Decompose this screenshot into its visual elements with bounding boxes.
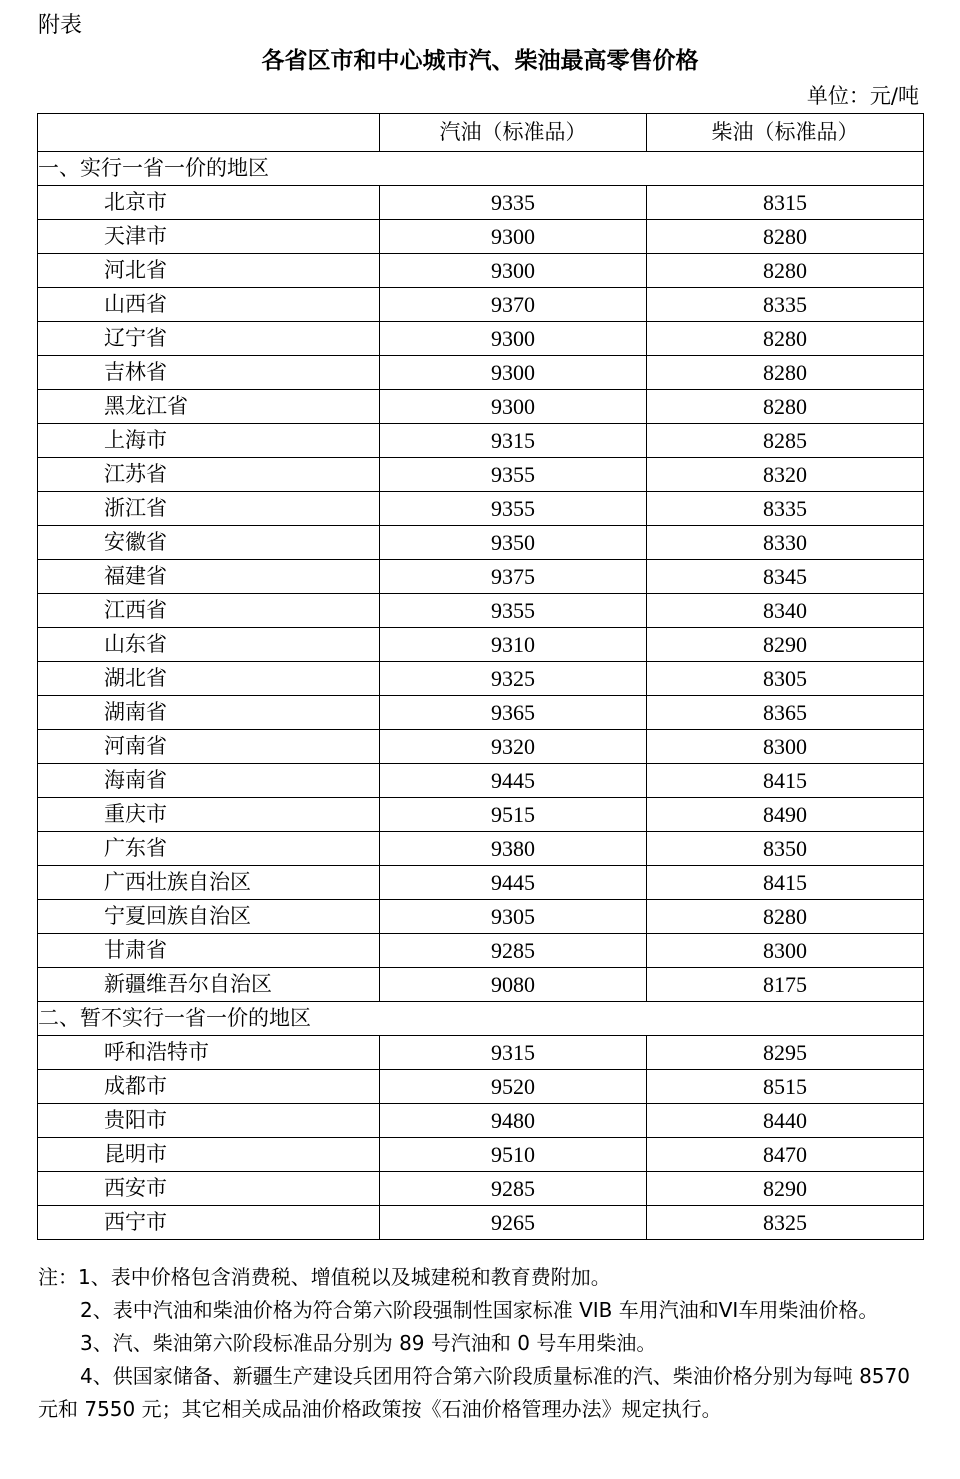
note-1: 注：1、表中价格包含消费税、增值税以及城建税和教育费附加。 bbox=[38, 1265, 611, 1289]
gasoline-price-cell: 9285 bbox=[380, 934, 647, 968]
region-cell: 湖北省 bbox=[38, 662, 380, 696]
region-cell: 新疆维吾尔自治区 bbox=[38, 968, 380, 1002]
table-row bbox=[38, 594, 924, 628]
gasoline-price-cell: 9355 bbox=[380, 458, 647, 492]
diesel-price-cell: 8490 bbox=[647, 798, 924, 832]
table-row bbox=[38, 186, 924, 220]
table-row bbox=[38, 968, 924, 1002]
diesel-price-cell: 8415 bbox=[647, 866, 924, 900]
diesel-price-cell: 8280 bbox=[647, 900, 924, 934]
region-cell: 西安市 bbox=[38, 1172, 380, 1206]
table-row bbox=[38, 662, 924, 696]
unit-label: 单位：元/吨 bbox=[806, 84, 919, 108]
diesel-price-cell: 8320 bbox=[647, 458, 924, 492]
region-cell: 福建省 bbox=[38, 560, 380, 594]
gasoline-price-cell: 9315 bbox=[380, 1036, 647, 1070]
region-cell: 山西省 bbox=[38, 288, 380, 322]
gasoline-price-cell: 9520 bbox=[380, 1070, 647, 1104]
note-2: 2、表中汽油和柴油价格为符合第六阶段强制性国家标准 VIB 车用汽油和VI车用柴油价格。 bbox=[80, 1298, 879, 1322]
gasoline-price-cell: 9300 bbox=[380, 390, 647, 424]
diesel-price-cell: 8340 bbox=[647, 594, 924, 628]
gasoline-price-cell: 9315 bbox=[380, 424, 647, 458]
table-row bbox=[38, 1206, 924, 1240]
region-cell: 贵阳市 bbox=[38, 1104, 380, 1138]
region-cell: 黑龙江省 bbox=[38, 390, 380, 424]
region-cell: 天津市 bbox=[38, 220, 380, 254]
diesel-price-cell: 8325 bbox=[647, 1206, 924, 1240]
gasoline-price-cell: 9325 bbox=[380, 662, 647, 696]
note-3: 3、汽、柴油第六阶段标准品分别为 89 号汽油和 0 号车用柴油。 bbox=[80, 1331, 657, 1355]
gasoline-price-cell: 9355 bbox=[380, 594, 647, 628]
table-row bbox=[38, 288, 924, 322]
gasoline-price-cell: 9355 bbox=[380, 492, 647, 526]
diesel-price-cell: 8440 bbox=[647, 1104, 924, 1138]
diesel-price-cell: 8515 bbox=[647, 1070, 924, 1104]
diesel-price-cell: 8290 bbox=[647, 1172, 924, 1206]
table-row bbox=[38, 628, 924, 662]
diesel-price-cell: 8280 bbox=[647, 322, 924, 356]
header-gasoline: 汽油（标准品） bbox=[380, 114, 647, 152]
region-cell: 北京市 bbox=[38, 186, 380, 220]
gasoline-price-cell: 9300 bbox=[380, 356, 647, 390]
diesel-price-cell: 8280 bbox=[647, 390, 924, 424]
table-row bbox=[38, 832, 924, 866]
table-row bbox=[38, 424, 924, 458]
table-row bbox=[38, 1138, 924, 1172]
table-row bbox=[38, 492, 924, 526]
gasoline-price-cell: 9370 bbox=[380, 288, 647, 322]
region-cell: 甘肃省 bbox=[38, 934, 380, 968]
region-cell: 山东省 bbox=[38, 628, 380, 662]
table-row bbox=[38, 254, 924, 288]
gasoline-price-cell: 9300 bbox=[380, 220, 647, 254]
region-cell: 宁夏回族自治区 bbox=[38, 900, 380, 934]
region-cell: 辽宁省 bbox=[38, 322, 380, 356]
region-cell: 海南省 bbox=[38, 764, 380, 798]
diesel-price-cell: 8290 bbox=[647, 628, 924, 662]
gasoline-price-cell: 9350 bbox=[380, 526, 647, 560]
diesel-price-cell: 8300 bbox=[647, 730, 924, 764]
region-cell: 安徽省 bbox=[38, 526, 380, 560]
gasoline-price-cell: 9515 bbox=[380, 798, 647, 832]
table-row bbox=[38, 764, 924, 798]
header-region bbox=[38, 114, 380, 152]
diesel-price-cell: 8350 bbox=[647, 832, 924, 866]
table-row bbox=[38, 1070, 924, 1104]
gasoline-price-cell: 9335 bbox=[380, 186, 647, 220]
gasoline-price-cell: 9480 bbox=[380, 1104, 647, 1138]
gasoline-price-cell: 9375 bbox=[380, 560, 647, 594]
table-row bbox=[38, 220, 924, 254]
diesel-price-cell: 8330 bbox=[647, 526, 924, 560]
region-cell: 吉林省 bbox=[38, 356, 380, 390]
table-row bbox=[38, 1172, 924, 1206]
document-title: 各省区市和中心城市汽、柴油最高零售价格 bbox=[261, 48, 699, 74]
table-row bbox=[38, 798, 924, 832]
gasoline-price-cell: 9265 bbox=[380, 1206, 647, 1240]
table-row bbox=[38, 1104, 924, 1138]
table-row bbox=[38, 900, 924, 934]
region-cell: 广东省 bbox=[38, 832, 380, 866]
section-row bbox=[38, 152, 924, 186]
gasoline-price-cell: 9300 bbox=[380, 254, 647, 288]
region-cell: 湖南省 bbox=[38, 696, 380, 730]
diesel-price-cell: 8315 bbox=[647, 186, 924, 220]
region-cell: 西宁市 bbox=[38, 1206, 380, 1240]
diesel-price-cell: 8305 bbox=[647, 662, 924, 696]
table-row bbox=[38, 730, 924, 764]
diesel-price-cell: 8295 bbox=[647, 1036, 924, 1070]
region-cell: 昆明市 bbox=[38, 1138, 380, 1172]
table-row bbox=[38, 934, 924, 968]
table-row bbox=[38, 560, 924, 594]
region-cell: 上海市 bbox=[38, 424, 380, 458]
diesel-price-cell: 8345 bbox=[647, 560, 924, 594]
table-row bbox=[38, 458, 924, 492]
note-4: 4、供国家储备、新疆生产建设兵团用符合第六阶段质量标准的汽、柴油价格分别为每吨 8570 元和 7550 元；其它相关成品油价格政策按《石油价格管理办法》规定执行。 bbox=[38, 1364, 910, 1421]
gasoline-price-cell: 9300 bbox=[380, 322, 647, 356]
table-row bbox=[38, 322, 924, 356]
gasoline-price-cell: 9445 bbox=[380, 764, 647, 798]
region-cell: 成都市 bbox=[38, 1070, 380, 1104]
gasoline-price-cell: 9080 bbox=[380, 968, 647, 1002]
table-row bbox=[38, 696, 924, 730]
price-table-body bbox=[38, 152, 924, 1240]
region-cell: 河北省 bbox=[38, 254, 380, 288]
section-label: 二、暂不实行一省一价的地区 bbox=[38, 1002, 924, 1036]
region-cell: 江西省 bbox=[38, 594, 380, 628]
region-cell: 河南省 bbox=[38, 730, 380, 764]
section-row bbox=[38, 1002, 924, 1036]
notes bbox=[38, 1261, 920, 1426]
gasoline-price-cell: 9320 bbox=[380, 730, 647, 764]
region-cell: 江苏省 bbox=[38, 458, 380, 492]
gasoline-price-cell: 9310 bbox=[380, 628, 647, 662]
section-label: 一、实行一省一价的地区 bbox=[38, 152, 924, 186]
diesel-price-cell: 8175 bbox=[647, 968, 924, 1002]
header-diesel: 柴油（标准品） bbox=[647, 114, 924, 152]
diesel-price-cell: 8300 bbox=[647, 934, 924, 968]
table-row bbox=[38, 1036, 924, 1070]
table-row bbox=[38, 866, 924, 900]
table-row bbox=[38, 356, 924, 390]
region-cell: 呼和浩特市 bbox=[38, 1036, 380, 1070]
price-table bbox=[37, 113, 924, 1240]
diesel-price-cell: 8280 bbox=[647, 356, 924, 390]
table-header-row bbox=[38, 114, 924, 152]
gasoline-price-cell: 9285 bbox=[380, 1172, 647, 1206]
gasoline-price-cell: 9365 bbox=[380, 696, 647, 730]
region-cell: 浙江省 bbox=[38, 492, 380, 526]
gasoline-price-cell: 9305 bbox=[380, 900, 647, 934]
diesel-price-cell: 8415 bbox=[647, 764, 924, 798]
table-row bbox=[38, 526, 924, 560]
diesel-price-cell: 8365 bbox=[647, 696, 924, 730]
diesel-price-cell: 8470 bbox=[647, 1138, 924, 1172]
attachment-label: 附表 bbox=[38, 13, 83, 38]
diesel-price-cell: 8335 bbox=[647, 288, 924, 322]
diesel-price-cell: 8280 bbox=[647, 220, 924, 254]
gasoline-price-cell: 9380 bbox=[380, 832, 647, 866]
diesel-price-cell: 8335 bbox=[647, 492, 924, 526]
diesel-price-cell: 8285 bbox=[647, 424, 924, 458]
region-cell: 重庆市 bbox=[38, 798, 380, 832]
table-row bbox=[38, 390, 924, 424]
gasoline-price-cell: 9445 bbox=[380, 866, 647, 900]
region-cell: 广西壮族自治区 bbox=[38, 866, 380, 900]
diesel-price-cell: 8280 bbox=[647, 254, 924, 288]
gasoline-price-cell: 9510 bbox=[380, 1138, 647, 1172]
